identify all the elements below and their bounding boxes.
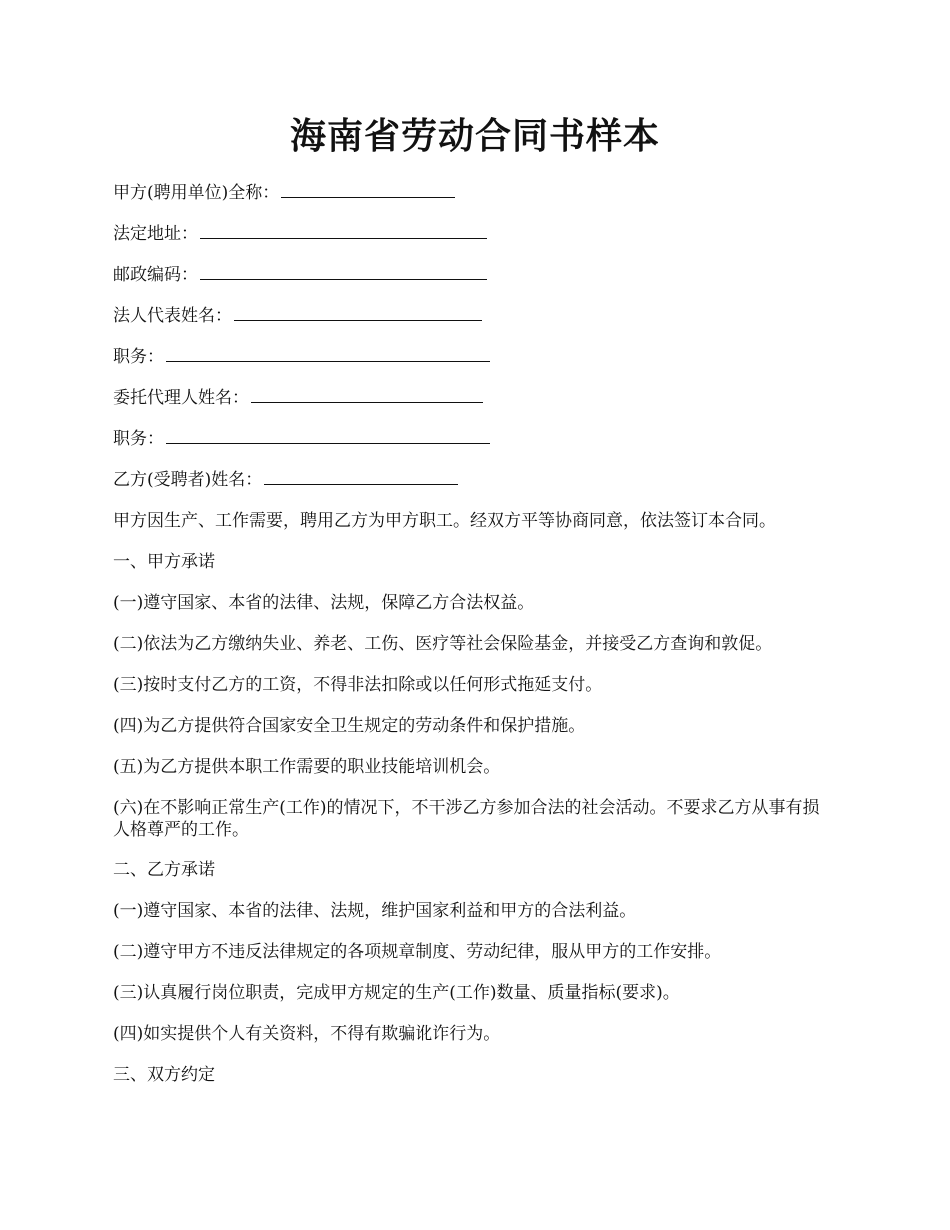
clause-item: (六)在不影响正常生产(工作)的情况下，不干涉乙方参加合法的社会活动。不要求乙方从事有损人格尊严的工作。 (113, 798, 820, 840)
section-heading: 二、乙方承诺 (113, 860, 215, 880)
clause-item: (二)遵守甲方不违反法律规定的各项规章制度、劳动纪律，服从甲方的工作安排。 (113, 942, 722, 962)
blank-line[interactable] (200, 264, 487, 280)
field-agent-name (113, 387, 833, 409)
field-party-b-name (113, 469, 833, 491)
blank-line[interactable] (166, 428, 490, 444)
clause-item: (五)为乙方提供本职工作需要的职业技能培训机会。 (113, 757, 501, 777)
field-postal-code (113, 264, 833, 286)
blank-line[interactable] (281, 182, 455, 198)
field-label: 法人代表姓名： (113, 306, 232, 326)
field-party-a-name (113, 182, 833, 204)
contract-intro: 甲方因生产、工作需要，聘用乙方为甲方职工。经双方平等协商同意，依法签订本合同。 (113, 511, 776, 531)
blank-line[interactable] (166, 346, 490, 362)
blank-line[interactable] (234, 305, 482, 321)
clause-item: (一)遵守国家、本省的法律、法规，维护国家利益和甲方的合法利益。 (113, 901, 637, 921)
field-legal-representative (113, 305, 833, 327)
blank-line[interactable] (251, 387, 483, 403)
clause-item: (三)按时支付乙方的工资，不得非法扣除或以任何形式拖延支付。 (113, 675, 603, 695)
clause-item: (二)依法为乙方缴纳失业、养老、工伤、医疗等社会保险基金，并接受乙方查询和敦促。 (113, 634, 773, 654)
field-position-2 (113, 428, 833, 450)
clause-item: (四)为乙方提供符合国家安全卫生规定的劳动条件和保护措施。 (113, 716, 586, 736)
field-legal-address (113, 223, 833, 245)
section-heading: 一、甲方承诺 (113, 552, 215, 572)
document-title: 海南省劳动合同书样本 (289, 115, 660, 157)
clause-item: (四)如实提供个人有关资料，不得有欺骗讹诈行为。 (113, 1024, 501, 1044)
field-label: 委托代理人姓名： (113, 388, 249, 408)
field-label: 乙方(受聘者)姓名： (113, 470, 263, 490)
clause-item: (一)遵守国家、本省的法律、法规，保障乙方合法权益。 (113, 593, 535, 613)
field-label: 甲方(聘用单位)全称： (113, 183, 280, 203)
field-label: 职务： (113, 429, 164, 449)
section-heading: 三、双方约定 (113, 1065, 215, 1085)
blank-line[interactable] (264, 469, 458, 485)
field-position-1 (113, 346, 833, 368)
field-label: 职务： (113, 347, 164, 367)
field-label: 法定地址： (113, 224, 198, 244)
blank-line[interactable] (200, 223, 487, 239)
clause-item: (三)认真履行岗位职责，完成甲方规定的生产(工作)数量、质量指标(要求)。 (113, 983, 680, 1003)
field-label: 邮政编码： (113, 265, 198, 285)
